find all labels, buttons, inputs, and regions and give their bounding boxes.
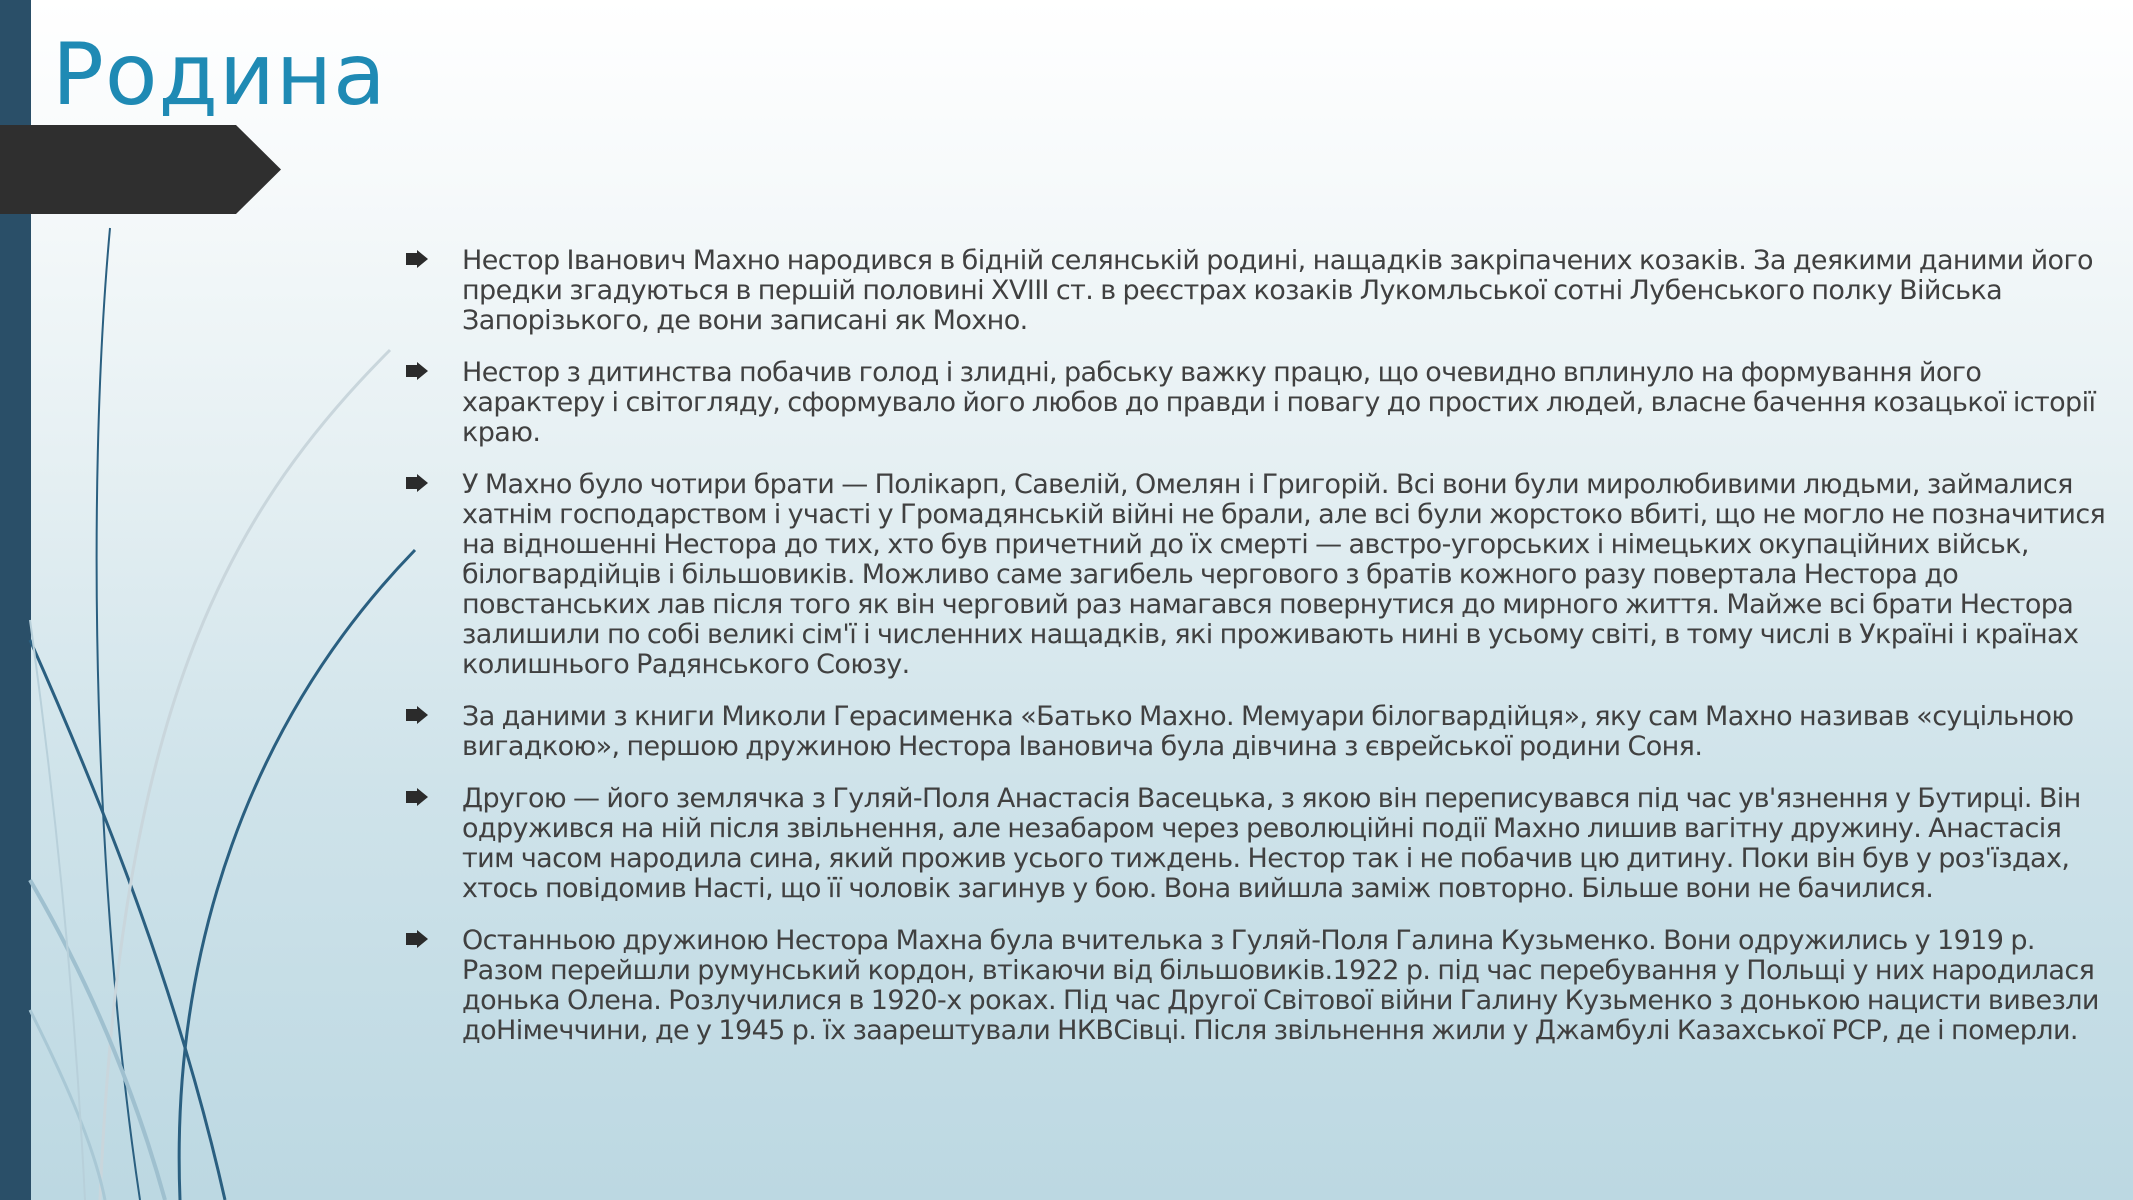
arrow-right-bullet-icon — [406, 930, 428, 948]
bullet-item — [400, 926, 2120, 1046]
slide-title: Родина — [52, 25, 387, 125]
arrow-right-bullet-icon — [406, 474, 428, 492]
bullet-text: Останньою дружиною Нестора Махна була вчителька з Гуляй-Поля Галина Кузьменко. Вони одружились у 1919 р. Разом перейшли румунський кордон, втікаючи від більшовиків.1922 р. під час перебування у Польщі у них народилася донька Олена. Розлучилися в 1920-х роках. Під час Другої Світової війни Галину Кузьменко з донькою нацисти вивезли доНімеччини, де у 1945 р. їх заарештували НКВСівці. Після звільнення жили у Джамбулі Казахської РСР, де і померли. — [462, 925, 2099, 1046]
bullet-item — [400, 246, 2120, 336]
arrow-right-bullet-icon — [406, 706, 428, 724]
bullet-text: Другою — його землячка з Гуляй-Поля Анастасія Васецька, з якою він переписувався під час ув'язнення у Бутирці. Він одружився на ній після звільнення, але незабаром через революційні події Махно лишив вагітну дружину. Анастасія тим часом народила сина, який прожив усього тиждень. Нестор так і не побачив цю дитину. Поки він був у роз'їздах, хтось повідомив Насті, що її чоловік загинув у бою. Вона вийшла заміж повторно. Більше вони не бачилися. — [462, 783, 2081, 904]
decorative-curve — [30, 640, 225, 1200]
decorative-curve — [97, 228, 140, 1200]
arrow-right-bullet-icon — [406, 362, 428, 380]
bullet-item — [400, 358, 2120, 448]
arrow-right-bullet-icon — [406, 250, 428, 268]
title-arrow-banner — [0, 125, 281, 214]
bullet-text: У Махно було чотири брати — Полікарп, Савелій, Омелян і Григорій. Всі вони були миролюбивими людьми, займалися хатнім господарством і участі у Громадянській війні не брали, але всі були жорстоко вбиті, що не могло не позначитися на відношенні Нестора до тих, хто був причетний до їх смерті — австро-угорських і німецьких окупаційних військ, білогвардійців і більшовиків. Можливо саме загибель чергового з братів кожного разу повертала Нестора до повстанських лав після того як він черговий раз намагався повернутися до мирного життя. Майже всі брати Нестора залишили по собі великі сім'ї і численних нащадків, які проживають нині в усьому світі, в тому числі в Україні і країнах колишнього Радянського Союзу. — [462, 469, 2106, 680]
bullet-list — [400, 246, 2120, 1068]
bullet-text: Нестор Іванович Махно народився в бідній селянській родині, нащадків закріпачених козаків. За деякими даними його предки згадуються в першій половині XVIII ст. в реєстрах козаків Лукомльської сотні Лубенського полку Війська Запорізького, де вони записані як Мохно. — [462, 245, 2093, 336]
bullet-item — [400, 784, 2120, 904]
bullet-text: За даними з книги Миколи Герасименка «Батько Махно. Мемуари білогвардійця», яку сам Махно називав «суцільною вигадкою», першою дружиною Нестора Івановича була дівчина з єврейської родини Соня. — [462, 701, 2074, 762]
bullet-item — [400, 702, 2120, 762]
decorative-curve — [100, 350, 390, 1200]
bullet-item — [400, 470, 2120, 680]
decorative-curve — [30, 1010, 105, 1200]
bullet-text: Нестор з дитинства побачив голод і злидні, рабську важку працю, що очевидно вплинуло на формування його характеру і світогляду, сформувало його любов до правди і повагу до простих людей, власне бачення козацької історії краю. — [462, 357, 2096, 448]
decorative-curve — [179, 550, 415, 1200]
arrow-right-bullet-icon — [406, 788, 428, 806]
